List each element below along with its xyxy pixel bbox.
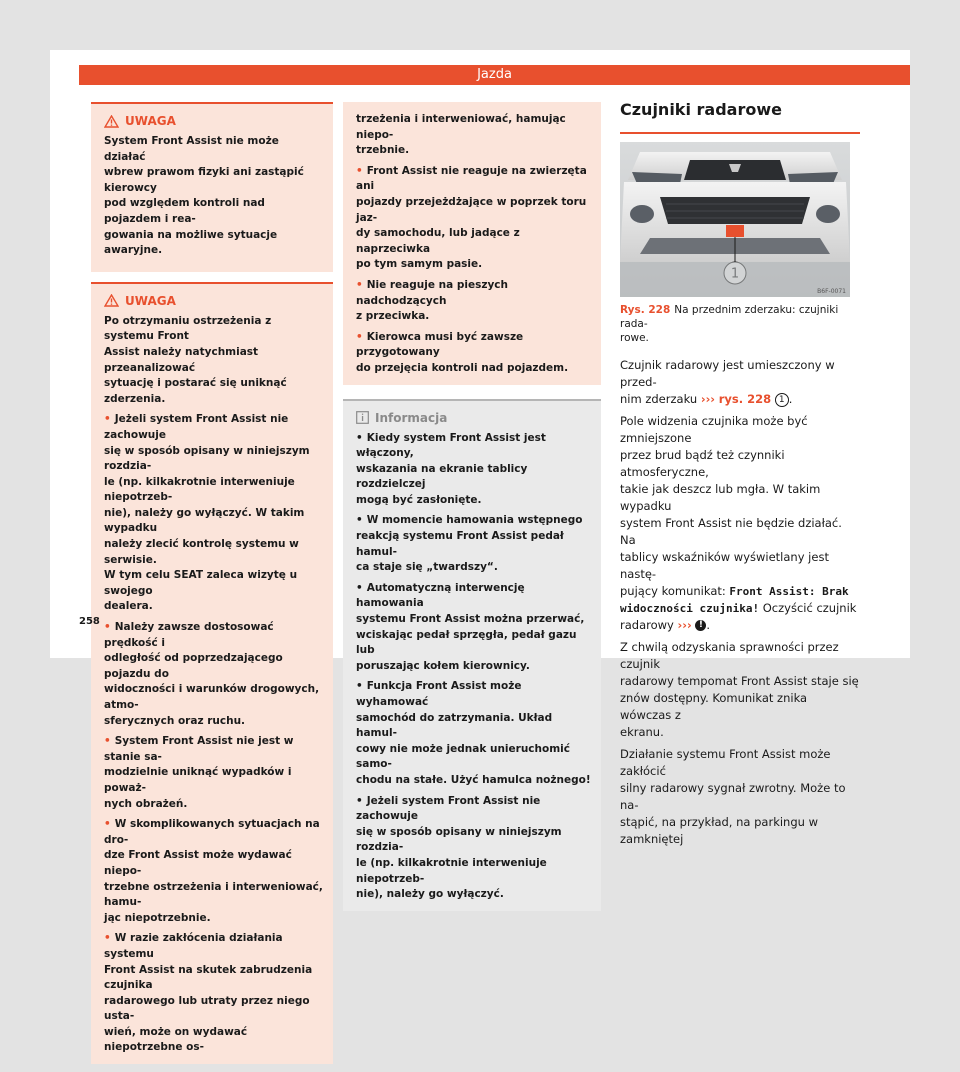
list-item: • W skomplikowanych sytuacjach na dro- dze Front Assist może wydawać niepo- trzebne ostrzeżenia i interweniować, hamu- jąc niepotrzebnie. <box>104 817 323 926</box>
figure-caption: Rys. 228 Na przednim zderzaku: czujniki rada- rowe. <box>620 304 839 344</box>
list-item: • W momencie hamowania wstępnego reakcją systemu Front Assist pedał hamul- ca staje się „twardszy“. <box>356 513 591 575</box>
car-bumper-illustration <box>620 142 850 297</box>
left-column <box>91 102 333 1072</box>
section-title: Czujniki radarowe <box>620 100 782 119</box>
figure-code: B6F-0071 <box>817 288 846 295</box>
middle-column <box>343 102 601 919</box>
paragraph: Pole widzenia czujnika może być zmniejszone przez brud bądź też czynniki atmosferyczne, takie jak deszcz lub mgła. W takim wypadku system Front Assist nie będzie działać. Na tablicy wskaźników wyświetlany jest nastę- pujący komunikat: Front Assist: Brak widoczności czujnika! Oczyścić czujnik radarowy ››› ! . <box>620 414 857 632</box>
warning-box-2 <box>91 282 333 1064</box>
list-item: • Jeżeli system Front Assist nie zachowuje się w sposób opisany w niniejszym rozdzia- le (np. kilkakrotnie interweniuje niepotrzeb- nie), należy go wyłączyć. <box>356 794 591 903</box>
warning-box-1 <box>91 102 333 272</box>
figure-reference-link[interactable]: rys. 228 <box>718 392 772 406</box>
list-item: • Funkcja Front Assist może wyhamować samochód do zatrzymania. Układ hamul- cowy nie może jednak unieruchomić samo- chodu na stałe. Użyć hamulca nożnego! <box>356 679 591 788</box>
list-item: • Należy zawsze dostosować prędkość i odległość od poprzedzającego pojazdu do widoczności i warunków drogowych, atmo- sferycznych oraz ruchu. <box>104 620 323 729</box>
info-box <box>343 399 601 911</box>
title-rule <box>620 132 860 134</box>
list-item: • Nie reaguje na pieszych nadchodzących z przeciwka. <box>356 278 591 325</box>
info-title: Informacja <box>375 410 448 425</box>
warning-reference-icon: ! <box>695 620 706 631</box>
page-number: 258 <box>79 616 100 627</box>
warning-text: System Front Assist nie może działać wbrew prawom fizyki ani zastąpić kierowcy pod względem kontroli nad pojazdem i rea- gowania na możliwe sytuacje awaryjne. <box>104 135 304 257</box>
paragraph: Czujnik radarowy jest umieszczony w przed- nim zderzaku ››› rys. 228 1 . <box>620 358 835 406</box>
paragraph: Z chwilą odzyskania sprawności przez czujnik radarowy tempomat Front Assist staje się znów dostępny. Komunikat znika wówczas z ekranu. <box>620 640 859 739</box>
section-header: Jazda <box>79 65 910 85</box>
warning-intro: Po otrzymaniu ostrzeżenia z systemu Front Assist należy natychmiast przeanalizować sytuację i postarać się uniknąć zderzenia. <box>104 314 287 405</box>
list-item: • Automatyczną interwencję hamowania systemu Front Assist można przerwać, wciskając pedał sprzęgła, pedał gazu lub poruszając kołem kierownicy. <box>356 581 591 675</box>
warning-title: UWAGA <box>125 114 176 128</box>
list-item: • Front Assist nie reaguje na zwierzęta ani pojazdy przejeżdżające w poprzek toru jaz- dy samochodu, lub jadące z naprzeciwka po tym samym pasie. <box>356 164 591 273</box>
warning-box-continued: trzeżenia i interweniować, hamując niepo- trzebnie. • Front Assist nie reaguje na zwierzęta ani pojazdy przejeżdżające w poprzek toru jaz- dy samochodu, lub jadące z naprzeciwka po tym samym pasie. • Nie reaguje na pieszych nadchodzących z przeciwka. • Kierowca musi być zawsze przygotowany do przejęcia kontroli nad pojazdem. <box>343 102 601 385</box>
list-item: • System Front Assist nie jest w stanie sa- modzielnie uniknąć wypadków i poważ- nych obrażeń. <box>104 734 323 812</box>
list-item: • Kierowca musi być zawsze przygotowany do przejęcia kontroli nad pojazdem. <box>356 330 591 377</box>
display-message: Front Assist: Brak <box>729 585 849 598</box>
list-item: • Kiedy system Front Assist jest włączony, wskazania na ekranie tablicy rozdzielczej mogą być zasłonięte. <box>356 431 591 509</box>
info-icon <box>356 411 369 424</box>
paragraph: Działanie systemu Front Assist może zakłócić silny radarowy sygnał zwrotny. Może to na- stąpić, na przykład, na parkingu w zamkniętej <box>620 747 846 846</box>
warning-triangle-icon <box>104 294 119 307</box>
reference-arrows: ››› <box>700 392 716 406</box>
car-front-figure <box>620 142 850 297</box>
warning-triangle-icon <box>104 115 119 128</box>
callout-number-icon: 1 <box>775 393 789 407</box>
display-message: widoczności czujnika! <box>620 602 760 615</box>
warning-title: UWAGA <box>125 293 176 308</box>
right-column <box>620 100 860 853</box>
manual-page <box>50 50 910 1054</box>
list-item: • W razie zakłócenia działania systemu Front Assist na skutek zabrudzenia czujnika radarowego lub utraty przez niego usta- wień, może on wydawać niepotrzebne os- <box>104 931 323 1056</box>
list-item: • Jeżeli system Front Assist nie zachowuje się w sposób opisany w niniejszym rozdzia- le (np. kilkakrotnie interweniuje niepotrzeb- nie), należy go wyłączyć. W takim wypadku należy zlecić kontrolę systemu w serwisie. W tym celu SEAT zaleca wizytę u swojego dealera. <box>104 412 323 615</box>
reference-arrows[interactable]: ››› <box>677 618 692 632</box>
